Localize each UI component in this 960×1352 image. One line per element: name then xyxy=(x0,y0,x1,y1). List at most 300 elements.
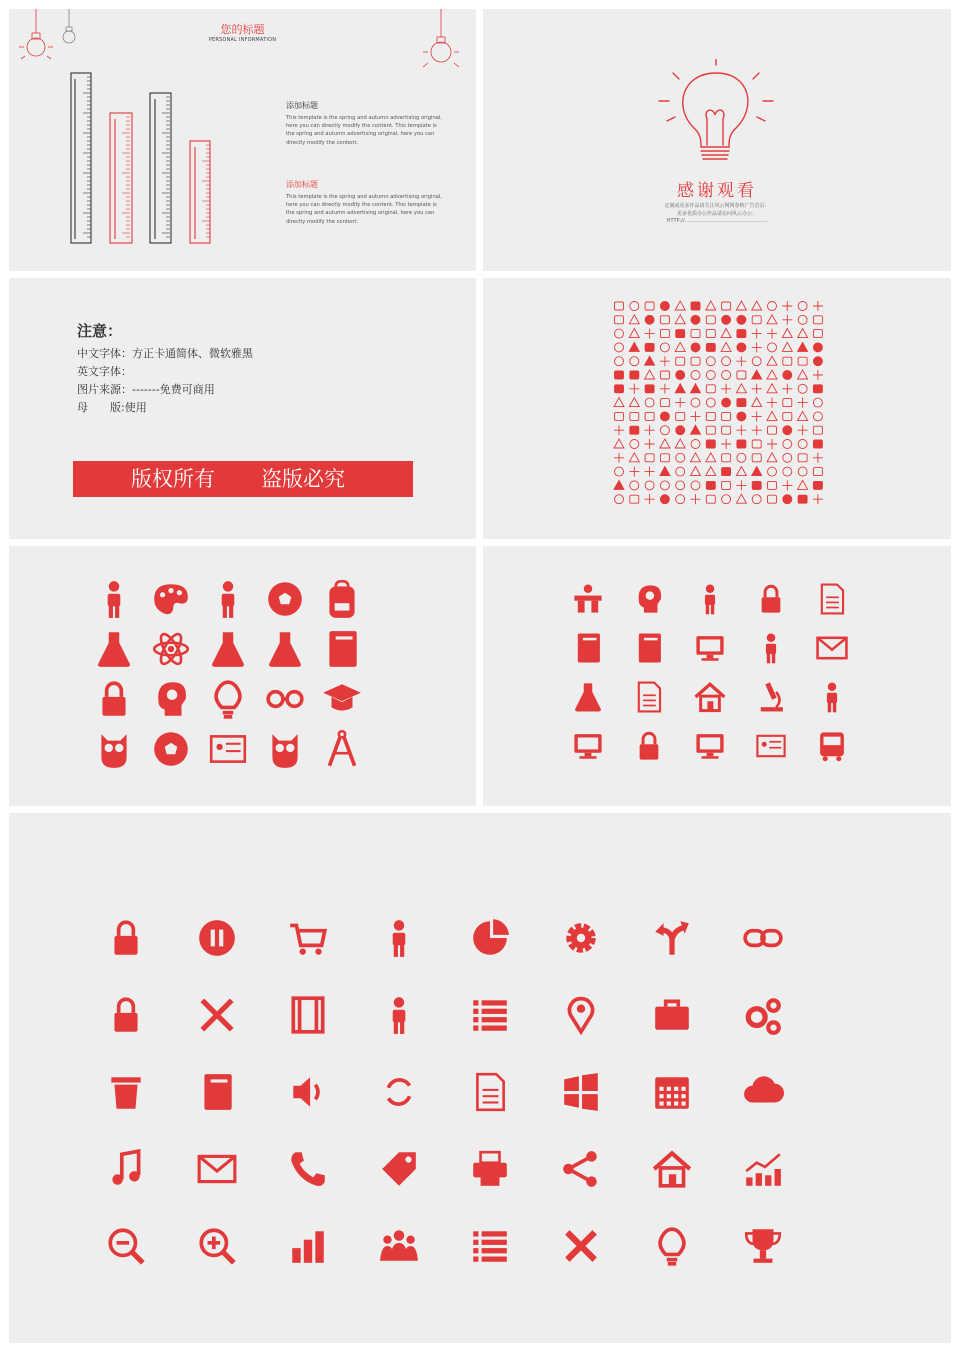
doodle-icon xyxy=(615,495,624,504)
slide-subtitle: PERSONAL INFORMATION xyxy=(208,37,277,43)
share-icon xyxy=(560,1148,602,1190)
doodle-icon xyxy=(798,370,808,379)
doodle-icon xyxy=(660,384,670,394)
doodle-icon xyxy=(629,384,639,394)
doodle-icon xyxy=(660,495,669,504)
doodle-icon xyxy=(737,412,746,421)
doodle-icon xyxy=(813,440,822,448)
doodle-icon xyxy=(752,481,761,489)
doodle-icon xyxy=(691,425,701,434)
doodle-icon xyxy=(768,481,777,489)
doodle-icon xyxy=(660,481,669,490)
doodle-icon xyxy=(752,467,762,476)
doodle-icon xyxy=(676,426,685,435)
slide-education-icons xyxy=(9,546,476,806)
slide-thank-you xyxy=(483,9,951,271)
doodle-icon xyxy=(675,342,685,351)
doodle-icon xyxy=(737,371,746,379)
lightbulb-idea-icon xyxy=(207,678,249,720)
doodle-icon xyxy=(691,411,701,421)
doodle-icon xyxy=(676,453,685,462)
doodle-icon xyxy=(706,385,715,393)
doodle-icon xyxy=(752,357,761,366)
doodle-icon xyxy=(767,329,777,339)
doodle-icon xyxy=(645,315,654,324)
doodle-icon xyxy=(813,301,823,311)
presentation-icon xyxy=(693,729,727,763)
lock-icon xyxy=(105,917,147,959)
doodle-icon xyxy=(706,440,715,448)
doodle-icon xyxy=(675,301,685,310)
doodle-icon xyxy=(767,384,777,393)
pie-chart-icon xyxy=(469,917,511,959)
doodle-icon xyxy=(782,342,792,351)
owl-icon xyxy=(93,728,135,770)
doodle-icon xyxy=(813,316,822,324)
doodle-icon xyxy=(736,301,746,310)
doodle-icon xyxy=(629,329,639,338)
zoom-in-icon xyxy=(196,1225,238,1267)
doodle-icon xyxy=(615,371,624,379)
doodle-icon xyxy=(706,426,715,434)
owl-face-icon xyxy=(264,728,306,770)
brain-head-icon xyxy=(150,678,192,720)
doodle-icon xyxy=(676,371,685,380)
pdf-monitor-icon xyxy=(693,631,727,665)
note-cn-font: 中文字体：方正卡通简体、微软雅黑 xyxy=(77,347,253,360)
doodle-icon xyxy=(722,481,731,489)
doodle-icon xyxy=(798,440,807,449)
doodle-icon xyxy=(630,481,639,490)
doodle-icon xyxy=(630,412,639,420)
doodle-icon xyxy=(630,302,639,311)
speaker-icon xyxy=(287,1071,329,1113)
backpack-icon xyxy=(321,578,363,620)
doodle-icon xyxy=(783,412,792,420)
doodle-icon xyxy=(782,384,792,394)
doodle-icon xyxy=(645,302,654,310)
clock-icon xyxy=(105,994,147,1036)
graduate-icon xyxy=(93,578,135,620)
school-building-icon xyxy=(693,680,727,714)
growth-chart-icon xyxy=(742,1148,784,1190)
doodle-icon xyxy=(722,357,731,366)
doodle-icon xyxy=(721,439,731,449)
flask-icon xyxy=(93,628,135,670)
doodle-icon xyxy=(752,454,761,462)
doodle-icon xyxy=(798,411,808,420)
doodle-icon xyxy=(706,330,715,338)
doodle-icon xyxy=(630,495,639,503)
zoom-out-icon xyxy=(105,1225,147,1267)
doodle-icon xyxy=(615,412,624,420)
doodle-icon xyxy=(736,494,746,503)
doodle-icon xyxy=(660,399,669,407)
doodle-icon xyxy=(782,329,792,338)
tag-icon xyxy=(378,1148,420,1190)
doodle-icon xyxy=(722,315,731,324)
tools-icon xyxy=(196,994,238,1036)
doodle-icon xyxy=(752,440,761,448)
doodle-icon xyxy=(706,398,715,407)
doodle-icon xyxy=(767,315,777,324)
music-icon xyxy=(105,1148,147,1190)
doodle-icon xyxy=(813,330,822,338)
doodle-icon xyxy=(721,329,731,338)
student-icon xyxy=(693,582,727,616)
microscope-icon xyxy=(754,680,788,714)
phone-icon xyxy=(287,1148,329,1190)
id-card-icon xyxy=(754,729,788,763)
thanks-line2: 更多优质办公作品请访问风云办公： xyxy=(676,211,757,217)
link-icon xyxy=(742,917,784,959)
mortarboard-icon xyxy=(321,678,363,720)
notebook-icon xyxy=(321,628,363,670)
doodle-icon xyxy=(691,494,701,504)
doodle-icon xyxy=(676,330,685,338)
doodle-icon xyxy=(767,439,777,449)
school-bus-icon xyxy=(815,729,849,763)
atom-icon xyxy=(150,628,192,670)
lightbulb-icon xyxy=(651,1225,693,1267)
doodle-icon xyxy=(691,453,701,462)
doodle-icon xyxy=(645,356,655,365)
doodle-icon xyxy=(752,329,762,339)
doodle-icon xyxy=(676,412,685,420)
doodle-icon xyxy=(767,370,777,379)
doodle-icon xyxy=(706,481,715,489)
doodle-icon xyxy=(660,356,670,366)
ruler-4-icon xyxy=(190,141,210,243)
slide-general-icons xyxy=(9,813,951,1343)
doodle-icon xyxy=(706,301,716,310)
doodle-icon xyxy=(768,426,777,434)
doodle-icon xyxy=(691,357,700,365)
slide-personal-information xyxy=(9,9,476,271)
doodle-icon xyxy=(706,467,716,476)
doodle-icon xyxy=(615,316,624,324)
doodle-icon xyxy=(691,481,700,490)
doodle-icon xyxy=(752,342,762,352)
doodle-icon xyxy=(722,468,731,476)
film-icon xyxy=(287,994,329,1036)
gears-icon xyxy=(742,994,784,1036)
doodle-icon xyxy=(660,371,669,379)
doodle-icon xyxy=(782,315,792,325)
doodle-icon xyxy=(629,467,639,477)
doodle-icon xyxy=(736,356,746,366)
certificate-icon xyxy=(207,728,249,770)
copyright-banner xyxy=(73,461,413,497)
refresh-icon xyxy=(378,1071,420,1113)
doodle-icon xyxy=(676,357,685,365)
doodle-icon xyxy=(676,495,685,504)
doodle-icon xyxy=(660,302,669,311)
doodle-icon xyxy=(736,384,746,393)
thanks-line3: HTTP://.................................................... xyxy=(666,218,768,224)
block2-heading: 添加标题 xyxy=(286,180,318,189)
doodle-icon xyxy=(798,357,807,365)
student-desk-icon xyxy=(815,680,849,714)
doodle-icon xyxy=(615,467,624,476)
doodle-icon xyxy=(783,453,792,462)
block1-heading: 添加标题 xyxy=(286,101,318,110)
location-pin-icon xyxy=(560,994,602,1036)
slide-icon-collage xyxy=(483,278,951,539)
split-arrows-icon xyxy=(651,917,693,959)
doodle-icon xyxy=(691,384,701,393)
doodle-icon xyxy=(798,315,807,324)
doodle-icon xyxy=(706,343,715,351)
doodle-icon xyxy=(629,398,639,407)
football-icon xyxy=(264,578,306,620)
slide-notes xyxy=(9,278,476,539)
doodle-icon xyxy=(615,302,624,310)
list-icon xyxy=(469,994,511,1036)
graduate-female-icon xyxy=(207,578,249,620)
doodle-icon xyxy=(675,315,685,324)
doodle-icon xyxy=(660,343,669,352)
doodle-icon xyxy=(722,426,731,434)
doodle-icon xyxy=(737,453,746,462)
lightbulb-sketch-icon xyxy=(653,59,781,174)
doodle-icon xyxy=(767,356,777,365)
doodle-icon xyxy=(736,425,746,435)
doodle-icon xyxy=(630,426,639,434)
doodle-icon xyxy=(706,357,715,366)
doodle-icon xyxy=(783,426,792,435)
doodle-icon xyxy=(645,385,654,393)
school-icon-grid xyxy=(571,582,861,772)
doodle-icon xyxy=(813,468,822,476)
doodle-icon xyxy=(722,495,731,504)
doodle-icon xyxy=(615,357,624,366)
doodle-icon xyxy=(737,315,746,324)
wall-clock-icon xyxy=(632,729,666,763)
doodle-icon xyxy=(722,398,731,407)
doodle-icon xyxy=(691,398,700,407)
doodle-icon xyxy=(660,330,669,338)
doodle-icon xyxy=(813,343,822,352)
doodle-icon xyxy=(798,302,807,311)
doodle-icon xyxy=(645,439,655,449)
doodle-icon xyxy=(675,439,685,448)
standing-person-icon xyxy=(378,994,420,1036)
doodle-icon xyxy=(721,342,731,351)
general-icon-grid xyxy=(105,917,845,1277)
doodle-icon xyxy=(798,342,808,351)
doodle-icon xyxy=(722,454,731,462)
doodle-icon xyxy=(768,302,777,311)
doodle-icon xyxy=(813,398,822,407)
note-master: 母 版:使用 xyxy=(77,401,147,414)
doodle-icon xyxy=(645,343,654,351)
ruler-1-icon xyxy=(71,73,91,243)
mail-icon xyxy=(196,1148,238,1190)
doodle-icon xyxy=(813,494,823,504)
note-image-source: 图片来源：-------免费可商用 xyxy=(77,383,215,396)
slide-school-icons xyxy=(483,546,951,806)
doodle-icon xyxy=(783,371,792,380)
doodle-icon xyxy=(783,467,792,476)
doodle-icon xyxy=(660,412,669,421)
cart-icon xyxy=(287,917,329,959)
list-alt-icon xyxy=(469,1225,511,1267)
doodle-icon xyxy=(706,412,715,420)
banner-right-text: 盗版必究 xyxy=(261,467,345,491)
windows-icon xyxy=(560,1071,602,1113)
doodle-icon xyxy=(614,453,624,463)
block2-body: This template is the spring and autumn advertising original, here you can directly modify the content. This template is the spring and autumn advertising original, here you can directly modify the content. xyxy=(286,194,443,225)
doodle-icon xyxy=(768,467,777,476)
doodle-icon xyxy=(798,425,808,435)
briefcase-icon xyxy=(651,994,693,1036)
doodle-icon xyxy=(783,399,792,407)
document-icon xyxy=(469,1071,511,1113)
doodle-icon xyxy=(706,316,715,324)
doodle-icon xyxy=(813,453,823,463)
doodle-icon xyxy=(615,343,624,352)
note-en-font: 英文字体： xyxy=(77,365,132,378)
slide-title: 您的标题 xyxy=(220,23,265,36)
thanks-title: 感谢观看 xyxy=(677,181,757,201)
gear-icon xyxy=(560,917,602,959)
doodle-icon xyxy=(767,398,777,408)
download-book-icon xyxy=(571,631,605,665)
group-icon xyxy=(378,1225,420,1267)
block1-body: This template is the spring and autumn advertising original, here you can directly modify the content. This template is the spring and autumn advertising original, here you can directly modify the content. xyxy=(286,115,443,146)
doodle-icon xyxy=(737,399,746,407)
person-icon xyxy=(378,917,420,959)
doodle-icon xyxy=(767,453,777,462)
doodle-icon xyxy=(660,439,670,448)
doodle-icon xyxy=(736,467,746,476)
calendar-icon xyxy=(651,1071,693,1113)
doodle-icon xyxy=(629,453,639,462)
doodle-icon xyxy=(721,384,731,394)
doodle-icon xyxy=(614,439,624,448)
doodle-icon xyxy=(614,480,624,489)
banner-left-text: 版权所有 xyxy=(131,467,215,491)
bar-chart-icon xyxy=(287,1225,329,1267)
doodle-icon xyxy=(813,426,822,434)
doodle-icon xyxy=(722,302,731,310)
doodle-icon xyxy=(813,357,822,366)
doodle-icon xyxy=(676,481,685,490)
doodle-icon xyxy=(768,495,777,503)
question-head-icon xyxy=(632,582,666,616)
doodle-icon xyxy=(706,371,715,380)
doodle-icon xyxy=(798,467,807,476)
palette-icon xyxy=(150,578,192,620)
doodle-icon xyxy=(691,315,700,324)
apple-books-icon xyxy=(632,631,666,665)
doodle-icon xyxy=(798,398,808,408)
doodle-icon xyxy=(798,329,808,338)
edit-document-icon xyxy=(815,582,849,616)
doodle-icon xyxy=(798,495,807,503)
doodle-icon xyxy=(645,494,655,504)
clipboard-check-icon xyxy=(632,680,666,714)
doodle-icon xyxy=(706,453,716,462)
alarm-clock-icon xyxy=(754,582,788,616)
doodle-icon xyxy=(752,411,762,421)
doodle-icon xyxy=(614,398,624,407)
doodle-icon xyxy=(813,481,822,489)
doodle-icon xyxy=(645,454,654,462)
doodle-icon xyxy=(691,330,700,338)
doodle-icon xyxy=(614,425,624,435)
doodle-icon xyxy=(691,440,700,449)
doodle-icon xyxy=(691,467,701,476)
doodle-icon xyxy=(752,370,762,379)
clock-icon xyxy=(93,678,135,720)
thanks-line1: 定制或更多作品请关注风云网网春秋广告首页： xyxy=(664,203,770,209)
doodle-icon xyxy=(798,384,807,393)
test-tube-icon xyxy=(207,628,249,670)
teacher-desk-icon xyxy=(571,582,605,616)
doodle-icon xyxy=(675,398,685,408)
doodle-icon xyxy=(645,467,655,477)
test-tubes-icon xyxy=(264,628,306,670)
soccer-ball-icon xyxy=(150,728,192,770)
ruler-3-icon xyxy=(150,93,171,243)
doodle-icon xyxy=(782,301,792,311)
doodle-icon xyxy=(660,316,669,324)
education-icon-grid xyxy=(93,578,383,778)
doodle-icon xyxy=(782,480,792,490)
home-icon xyxy=(651,1148,693,1190)
doodle-icon xyxy=(737,440,746,448)
doodle-icon xyxy=(768,343,777,352)
doodle-icon xyxy=(706,495,715,503)
doodle-icon xyxy=(660,426,669,435)
notebook-icon xyxy=(196,1071,238,1113)
doodle-icon xyxy=(630,440,639,449)
doodle-icon xyxy=(630,371,639,379)
doodle-icon xyxy=(767,411,777,420)
doodle-icon xyxy=(645,481,654,490)
doodle-icon xyxy=(691,371,700,380)
computer-icon xyxy=(571,729,605,763)
doodle-icon xyxy=(645,370,655,379)
printer-icon xyxy=(469,1148,511,1190)
note-title: 注意： xyxy=(77,322,123,340)
doodle-icon xyxy=(691,302,700,310)
doodle-icon xyxy=(675,384,685,393)
compass-icon xyxy=(321,728,363,770)
doodle-icon xyxy=(798,480,808,489)
doodle-icon xyxy=(630,357,639,366)
chemistry-icon xyxy=(571,680,605,714)
doodle-icon xyxy=(752,495,761,504)
doodle-icon xyxy=(645,398,654,407)
doodle-icon xyxy=(813,370,823,380)
close-icon xyxy=(560,1225,602,1267)
lecturer-icon xyxy=(754,631,788,665)
doodle-icon xyxy=(813,385,822,393)
doodle-icon xyxy=(752,398,762,407)
doodle-icon-collage xyxy=(611,298,827,514)
doodle-icon xyxy=(752,301,762,310)
doodle-icon xyxy=(629,342,639,351)
doodle-icon xyxy=(645,412,654,420)
doodle-icon xyxy=(615,329,624,338)
doodle-icon xyxy=(722,371,731,380)
doodle-icon xyxy=(798,454,807,462)
doodle-icon xyxy=(736,480,746,490)
doodle-icon xyxy=(737,343,746,352)
